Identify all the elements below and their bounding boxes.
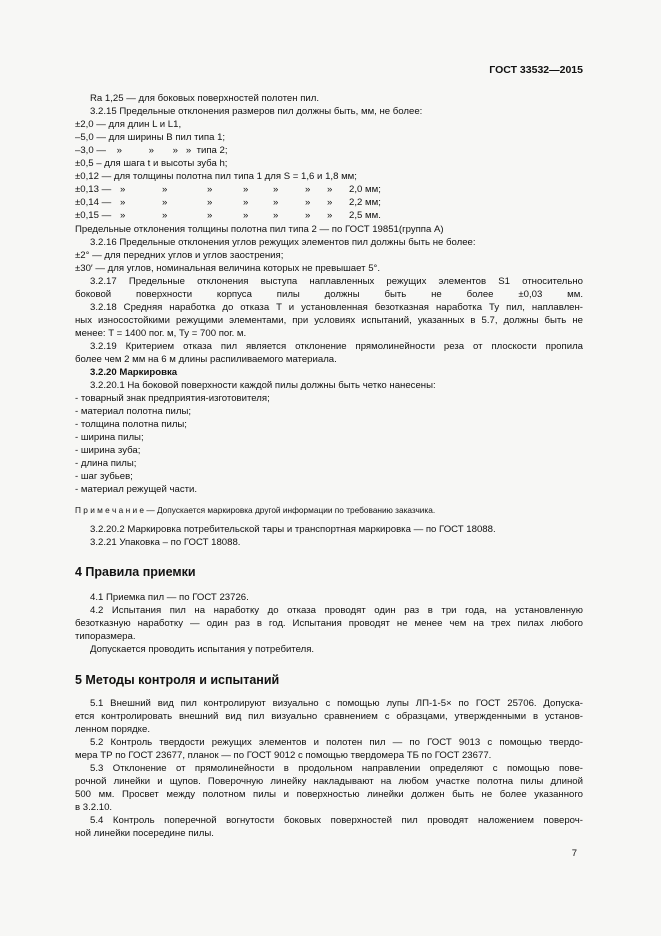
angle-tolerance-front: ±2° — для передних углов и углов заострения; [75,250,284,261]
thickness-value: 2,0 мм; [349,184,381,195]
clause-3-2-20-2: 3.2.20.2 Маркировка потребительской тары и транспортная маркировка — по ГОСТ 18088. [90,524,496,535]
tolerance-width-type2: –3,0 — » » » » типа 2; [75,145,228,156]
ditto-mark: » [305,197,311,208]
clause-5-1-cont: ется контролировать внешний вид пил визуально сравнением с образцами, утвержденными в установ- [75,711,583,722]
clause-5-2-cont: мера ТР по ГОСТ 23677, планок — по ГОСТ 9012 с помощью твердомера ТБ по ГОСТ 23677. [75,750,492,761]
angle-tolerance-small: ±30′ — для углов, номинальная величина которых не превышает 5°. [75,263,381,274]
clause-3-2-17: 3.2.17 Предельные отклонения выступа наплавленных режущих элементов S1 относительно [90,276,583,287]
tolerance-value: ±0,15 — [75,210,112,221]
ditto-mark: » [120,184,126,195]
ditto-mark: » [120,197,126,208]
clause-3-2-18-cont: ных износостойкими режущими элементами, при условиях испытаний, указанных в 5.7, должны быть не [75,315,583,326]
clause-5-2: 5.2 Контроль твердости режущих элементов и полотен пил — по ГОСТ 9013 с помощью твердо- [90,737,583,748]
clause-5-3-cont: рочной линейки и щупов. Поверочную линейку накладывают на любом участке полотна пилы длиной [75,776,583,787]
ditto-mark: » [327,197,333,208]
clause-3-2-17-cont: боковой поверхности корпуса пилы должны быть не более ±0,03 мм. [75,289,583,300]
list-item: - длина пилы; [75,458,137,469]
ditto-mark: » [243,210,249,221]
ditto-mark: » [327,210,333,221]
clause-4-1: 4.1 Приемка пил — по ГОСТ 23726. [90,592,249,603]
ditto-mark: » [305,210,311,221]
ditto-mark: » [243,197,249,208]
list-item: - шаг зубьев; [75,471,133,482]
clause-3-2-18: 3.2.18 Средняя наработка до отказа T и установленная безотказная наработка Ty пил, наплавлен- [90,302,583,313]
tolerance-row [75,197,381,210]
clause-5-4: 5.4 Контроль поперечной вогнутости боковых поверхностей пил проводят наложением повероч- [90,815,583,826]
ditto-mark: » [273,197,279,208]
list-item: - ширина зуба; [75,445,141,456]
tolerance-value: ±0,13 — [75,184,112,195]
list-item: - материал полотна пилы; [75,406,192,417]
ditto-mark: » [207,197,213,208]
tolerance-row [75,184,381,197]
ditto-mark: » [243,184,249,195]
thickness-value: 2,2 мм; [349,197,381,208]
clause-5-3: 5.3 Отклонение от прямолинейности в продольном направлении определяют с помощью пове- [90,763,583,774]
clause-3-2-18-values: менее: T = 1400 пог. м, Ty = 700 пог. м. [75,328,247,339]
section-5-heading: 5 Методы контроля и испытаний [75,673,280,687]
clause-5-1-end: ленном порядке. [75,724,150,735]
clause-3-2-16: 3.2.16 Предельные отклонения углов режущих элементов пил должны быть не более: [90,237,476,248]
document-header: ГОСТ 33532—2015 [489,64,583,76]
clause-3-2-19-cont: более чем 2 мм на 6 м длины распиливаемого материала. [75,354,337,365]
tolerance-length: ±2,0 — для длин L и L1, [75,119,182,130]
tolerance-value: ±0,14 — [75,197,112,208]
ditto-mark: » [162,184,168,195]
tolerance-pitch: ±0,5 – для шага t и высоты зуба h; [75,158,228,169]
clause-4-2-cont: безотказную наработку — один раз в год. Испытания проводят не менее чем на трех пилах любого [75,618,583,629]
section-4-heading: 4 Правила приемки [75,565,196,579]
clause-3-2-19: 3.2.19 Критерием отказа пил является отклонение прямолинейности реза от плоскости пропила [90,341,583,352]
list-item: - материал режущей части. [75,484,198,495]
clause-3-2-15: 3.2.15 Предельные отклонения размеров пил должны быть, мм, не более: [90,106,423,117]
list-item: - толщина полотна пилы; [75,419,187,430]
ditto-mark: » [273,210,279,221]
ditto-mark: » [207,210,213,221]
roughness-line: Ra 1,25 — для боковых поверхностей полотен пил. [90,93,320,104]
tolerance-row [75,210,381,223]
page-number: 7 [571,848,577,859]
clause-5-3-end: в 3.2.10. [75,802,113,813]
ditto-mark: » [327,184,333,195]
ditto-mark: » [273,184,279,195]
clause-4-note: Допускается проводить испытания у потребителя. [90,644,315,655]
ditto-mark: » [207,184,213,195]
clause-5-3-cont2: 500 мм. Просвет между полотном пилы и поверхностью линейки должен быть не более указанного [75,789,583,800]
clause-3-2-21: 3.2.21 Упаковка – по ГОСТ 18088. [90,537,241,548]
thickness-value: 2,5 мм. [349,210,381,221]
clause-4-2: 4.2 Испытания пил на наработку до отказа проводят один раз в три года, на установленную [90,605,583,616]
marking-heading: 3.2.20 Маркировка [90,367,178,378]
list-item: - товарный знак предприятия-изготовителя; [75,393,270,404]
ditto-mark: » [120,210,126,221]
thickness-type2-line: Предельные отклонения толщины полотна пил типа 2 — по ГОСТ 19851(группа А) [75,224,444,235]
clause-3-2-20-1: 3.2.20.1 На боковой поверхности каждой пилы должны быть четко нанесены: [90,380,436,391]
ditto-mark: » [162,210,168,221]
clause-5-1: 5.1 Внешний вид пил контролируют визуально с помощью лупы ЛП-1-5× по ГОСТ 25706. Допуска- [90,698,583,709]
note: П р и м е ч а н и е — Допускается маркировка другой информации по требованию заказчика. [75,505,436,515]
ditto-mark: » [305,184,311,195]
tolerance-thickness-type1: ±0,12 — для толщины полотна пил типа 1 для S = 1,6 и 1,8 мм; [75,171,357,182]
ditto-mark: » [162,197,168,208]
clause-4-2-end: типоразмера. [75,631,136,642]
clause-5-4-end: ной линейки посередине пилы. [75,828,214,839]
tolerance-width-type1: –5,0 — для ширины B пил типа 1; [75,132,226,143]
list-item: - ширина пилы; [75,432,144,443]
